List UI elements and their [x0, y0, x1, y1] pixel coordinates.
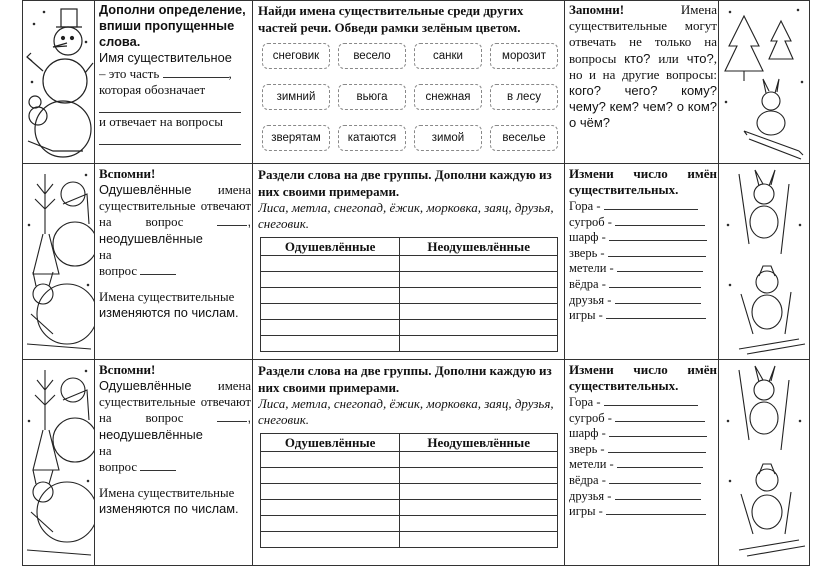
answer-line-row: [99, 98, 251, 114]
answer-blank[interactable]: [609, 436, 707, 437]
animate-term: Одушевлённые: [99, 182, 192, 197]
answer-blank[interactable]: [606, 318, 706, 319]
snowman-broom-illustration: [23, 360, 94, 565]
word: зверь: [569, 245, 598, 260]
number-change-note: [99, 289, 251, 321]
list-item: зверь -: [569, 246, 717, 262]
grid-line: [22, 565, 810, 566]
definition-title: Дополни определение, впиши пропущенные слова.: [99, 2, 246, 49]
table-cell[interactable]: [261, 484, 400, 500]
table-cell[interactable]: [400, 320, 558, 336]
number-change-b: изменяются по числам.: [99, 501, 239, 517]
animacy-remember: [99, 362, 251, 564]
table-cell[interactable]: [261, 320, 400, 336]
table-row: [261, 336, 558, 352]
word-chip[interactable]: в лесу: [490, 84, 558, 110]
answer-blank[interactable]: [615, 303, 701, 304]
list-item: зверь -: [569, 442, 717, 458]
inanimate-term: , неодушевлённые: [99, 410, 251, 442]
table-cell[interactable]: [400, 272, 558, 288]
ski-bunny-icon: [719, 360, 809, 565]
na-label: на: [99, 443, 112, 458]
list-item: шарф -: [569, 230, 717, 246]
list-item: Гора -: [569, 199, 717, 215]
word-list: [569, 199, 717, 324]
table-row: [261, 304, 558, 320]
table-row: [261, 500, 558, 516]
snowman-illustration: [23, 1, 94, 163]
animacy-text: [99, 378, 251, 475]
table-row: [261, 516, 558, 532]
table-cell[interactable]: [261, 304, 400, 320]
word-chip[interactable]: снеговик: [262, 43, 330, 69]
list-item: вёдра -: [569, 473, 717, 489]
word-chip[interactable]: катаются: [338, 125, 406, 151]
remember-text-b: или: [658, 50, 679, 66]
list-item: Гора -: [569, 395, 717, 411]
table-cell[interactable]: [261, 500, 400, 516]
column-header-inanimate: Неодушевлённые: [400, 434, 558, 452]
word: сугроб: [569, 214, 605, 229]
word: метели: [569, 457, 607, 472]
ski-bunny-illustration: [719, 164, 809, 359]
grid-line: [809, 0, 810, 566]
list-item: друзья -: [569, 293, 717, 309]
vopros-label: вопрос: [99, 460, 137, 475]
definition-line3: которая обозначает: [99, 82, 206, 97]
table-row: [261, 320, 558, 336]
table-cell[interactable]: [261, 516, 400, 532]
definition-line1: Имя существительное: [99, 50, 232, 65]
groups-table: [260, 237, 558, 352]
grid-line: [22, 359, 810, 360]
table-cell[interactable]: [400, 452, 558, 468]
table-row: [261, 484, 558, 500]
number-change-a: Имена существительные: [99, 290, 235, 305]
animate-rest: имена существительные отвечают на вопрос: [99, 379, 251, 426]
word: шарф: [569, 230, 599, 245]
answer-blank[interactable]: [617, 271, 703, 272]
table-cell[interactable]: [400, 516, 558, 532]
question-kto: кто?: [624, 50, 651, 66]
word: вёдра: [569, 472, 599, 487]
animate-term: Одушевлённые: [99, 378, 192, 393]
word: друзья: [569, 292, 605, 307]
ski-bunny-illustration: [719, 360, 809, 565]
definition-line4: и отвечает на вопросы: [99, 114, 224, 129]
table-cell[interactable]: [400, 468, 558, 484]
column-header-animate: Одушевлённые: [261, 434, 400, 452]
answer-line-row: [99, 130, 251, 146]
remember-text-a: Имена существительные могут отвечать не только на вопросы: [569, 2, 717, 66]
vopros-label: вопрос: [99, 264, 137, 279]
inanimate-term: , неодушевлённые: [99, 214, 251, 246]
grid-line: [564, 0, 565, 566]
change-number-task: [569, 166, 717, 358]
word: зверь: [569, 441, 598, 456]
answer-blank[interactable]: [615, 421, 705, 422]
split-title: Раздели слова на две группы. Дополни каждую из них своими примерами.: [258, 167, 552, 199]
change-number-title: Измени число имён существительных.: [569, 362, 717, 393]
snowman-broom-icon: [23, 164, 94, 359]
spacer: [99, 279, 251, 289]
table-cell[interactable]: [261, 452, 400, 468]
animate-rest: имена существительные отвечают на вопрос: [99, 183, 251, 230]
answer-blank[interactable]: [615, 499, 701, 500]
word: вёдра: [569, 276, 599, 291]
question-list: кого? чего? кому? чему? кем? чем? о ком? о чём?: [569, 83, 717, 131]
table-row: [261, 272, 558, 288]
worksheet-grid: [22, 0, 810, 566]
split-words: Лиса, метла, снегопад, ёжик, морковка, заяц, друзья, снеговик.: [258, 200, 554, 231]
word-chip[interactable]: зимой: [414, 125, 482, 151]
column-header-inanimate: Неодушевлённые: [400, 238, 558, 256]
grid-line: [22, 0, 810, 1]
table-cell[interactable]: [261, 468, 400, 484]
table-row: [261, 452, 558, 468]
table-cell[interactable]: [400, 532, 558, 548]
definition-line2-row: – это часть ,: [99, 66, 232, 81]
word: шарф: [569, 426, 599, 441]
animacy-title: Вспомни!: [99, 166, 156, 181]
word-chip[interactable]: веселье: [490, 125, 558, 151]
word-chip[interactable]: снежная: [414, 84, 482, 110]
answer-blank[interactable]: [99, 130, 241, 145]
table-cell[interactable]: [261, 272, 400, 288]
table-cell[interactable]: [400, 336, 558, 352]
na-label: на: [99, 247, 112, 262]
find-nouns-task: [258, 2, 563, 162]
groups-table: [260, 433, 558, 548]
change-number-task: [569, 362, 717, 564]
vopros-row: [99, 459, 251, 475]
answer-blank[interactable]: [140, 274, 176, 275]
animacy-text: [99, 182, 251, 279]
answer-blank[interactable]: [606, 514, 706, 515]
answer-blank[interactable]: [617, 467, 703, 468]
split-groups-task: [258, 166, 563, 358]
list-item: шарф -: [569, 426, 717, 442]
vopros-row: [99, 263, 251, 279]
word: игры: [569, 504, 596, 519]
answer-blank[interactable]: [609, 287, 701, 288]
definition-line2: – это часть: [99, 66, 160, 81]
column-header-animate: Одушевлённые: [261, 238, 400, 256]
list-item: вёдра -: [569, 277, 717, 293]
table-cell[interactable]: [400, 484, 558, 500]
word-chip[interactable]: вьюга: [338, 84, 406, 110]
table-row: [261, 468, 558, 484]
word: друзья: [569, 488, 605, 503]
find-nouns-title: Найди имена существительные среди других частей речи. Обведи рамки зелёным цветом.: [258, 3, 524, 35]
split-title: Раздели слова на две группы. Дополни каждую из них своими примерами.: [258, 363, 552, 395]
word-list: [569, 395, 717, 520]
word: игры: [569, 308, 596, 323]
answer-blank[interactable]: [609, 483, 701, 484]
answer-blank[interactable]: [217, 421, 247, 422]
spacer: [99, 475, 251, 485]
word-chip[interactable]: морозит: [490, 43, 558, 69]
table-row: [261, 532, 558, 548]
word: метели: [569, 261, 607, 276]
answer-blank[interactable]: [163, 77, 229, 78]
answer-blank[interactable]: [99, 98, 241, 113]
answer-blank[interactable]: [615, 225, 705, 226]
table-cell[interactable]: [261, 256, 400, 272]
number-change-a: Имена существительные: [99, 486, 235, 501]
list-item: сугроб -: [569, 215, 717, 231]
snowman-icon: [23, 1, 94, 163]
word-chip[interactable]: зверятам: [262, 125, 330, 151]
list-item: игры -: [569, 308, 717, 324]
split-words: Лиса, метла, снегопад, ёжик, морковка, заяц, друзья, снеговик.: [258, 396, 554, 427]
list-item: друзья -: [569, 489, 717, 505]
number-change-b: изменяются по числам.: [99, 305, 239, 321]
change-number-title: Измени число имён существительных.: [569, 166, 717, 197]
table-cell[interactable]: [400, 304, 558, 320]
snowman-broom-illustration: [23, 164, 94, 359]
list-item: сугроб -: [569, 411, 717, 427]
answer-blank[interactable]: [604, 405, 698, 406]
grid-line: [94, 0, 95, 566]
remember-text-c: , но и на другие вопросы:: [569, 50, 717, 82]
table-cell[interactable]: [400, 256, 558, 272]
animacy-title: Вспомни!: [99, 362, 156, 377]
answer-blank[interactable]: [608, 256, 706, 257]
table-cell[interactable]: [261, 288, 400, 304]
word-chip[interactable]: зимний: [262, 84, 330, 110]
answer-blank[interactable]: [140, 470, 176, 471]
word-chip[interactable]: санки: [414, 43, 482, 69]
answer-blank[interactable]: [608, 452, 706, 453]
answer-blank[interactable]: [217, 225, 247, 226]
remember-note: [569, 2, 717, 162]
split-groups-task: [258, 362, 563, 564]
grid-line: [252, 0, 253, 566]
table-row: [261, 288, 558, 304]
table-cell[interactable]: [261, 532, 400, 548]
sled-bunny-illustration: [719, 1, 809, 163]
list-item: метели -: [569, 261, 717, 277]
list-item: игры -: [569, 504, 717, 520]
number-change-note: [99, 485, 251, 517]
table-cell[interactable]: [400, 500, 558, 516]
table-cell[interactable]: [261, 336, 400, 352]
grid-line: [22, 163, 810, 164]
list-item: метели -: [569, 457, 717, 473]
word: Гора: [569, 199, 594, 213]
table-cell[interactable]: [400, 288, 558, 304]
snowman-broom-icon: [23, 360, 94, 565]
ski-bunny-icon: [719, 164, 809, 359]
definition-task: [99, 2, 251, 162]
question-chto: что?: [686, 50, 714, 66]
answer-blank[interactable]: [604, 209, 698, 210]
word: сугроб: [569, 410, 605, 425]
table-row: [261, 256, 558, 272]
remember-title: Запомни!: [569, 2, 625, 17]
word-chip[interactable]: весело: [338, 43, 406, 69]
animacy-remember: [99, 166, 251, 358]
winter-trees-icon: [719, 1, 809, 163]
answer-blank[interactable]: [609, 240, 707, 241]
word: Гора: [569, 395, 594, 409]
remember-text: [569, 2, 717, 132]
